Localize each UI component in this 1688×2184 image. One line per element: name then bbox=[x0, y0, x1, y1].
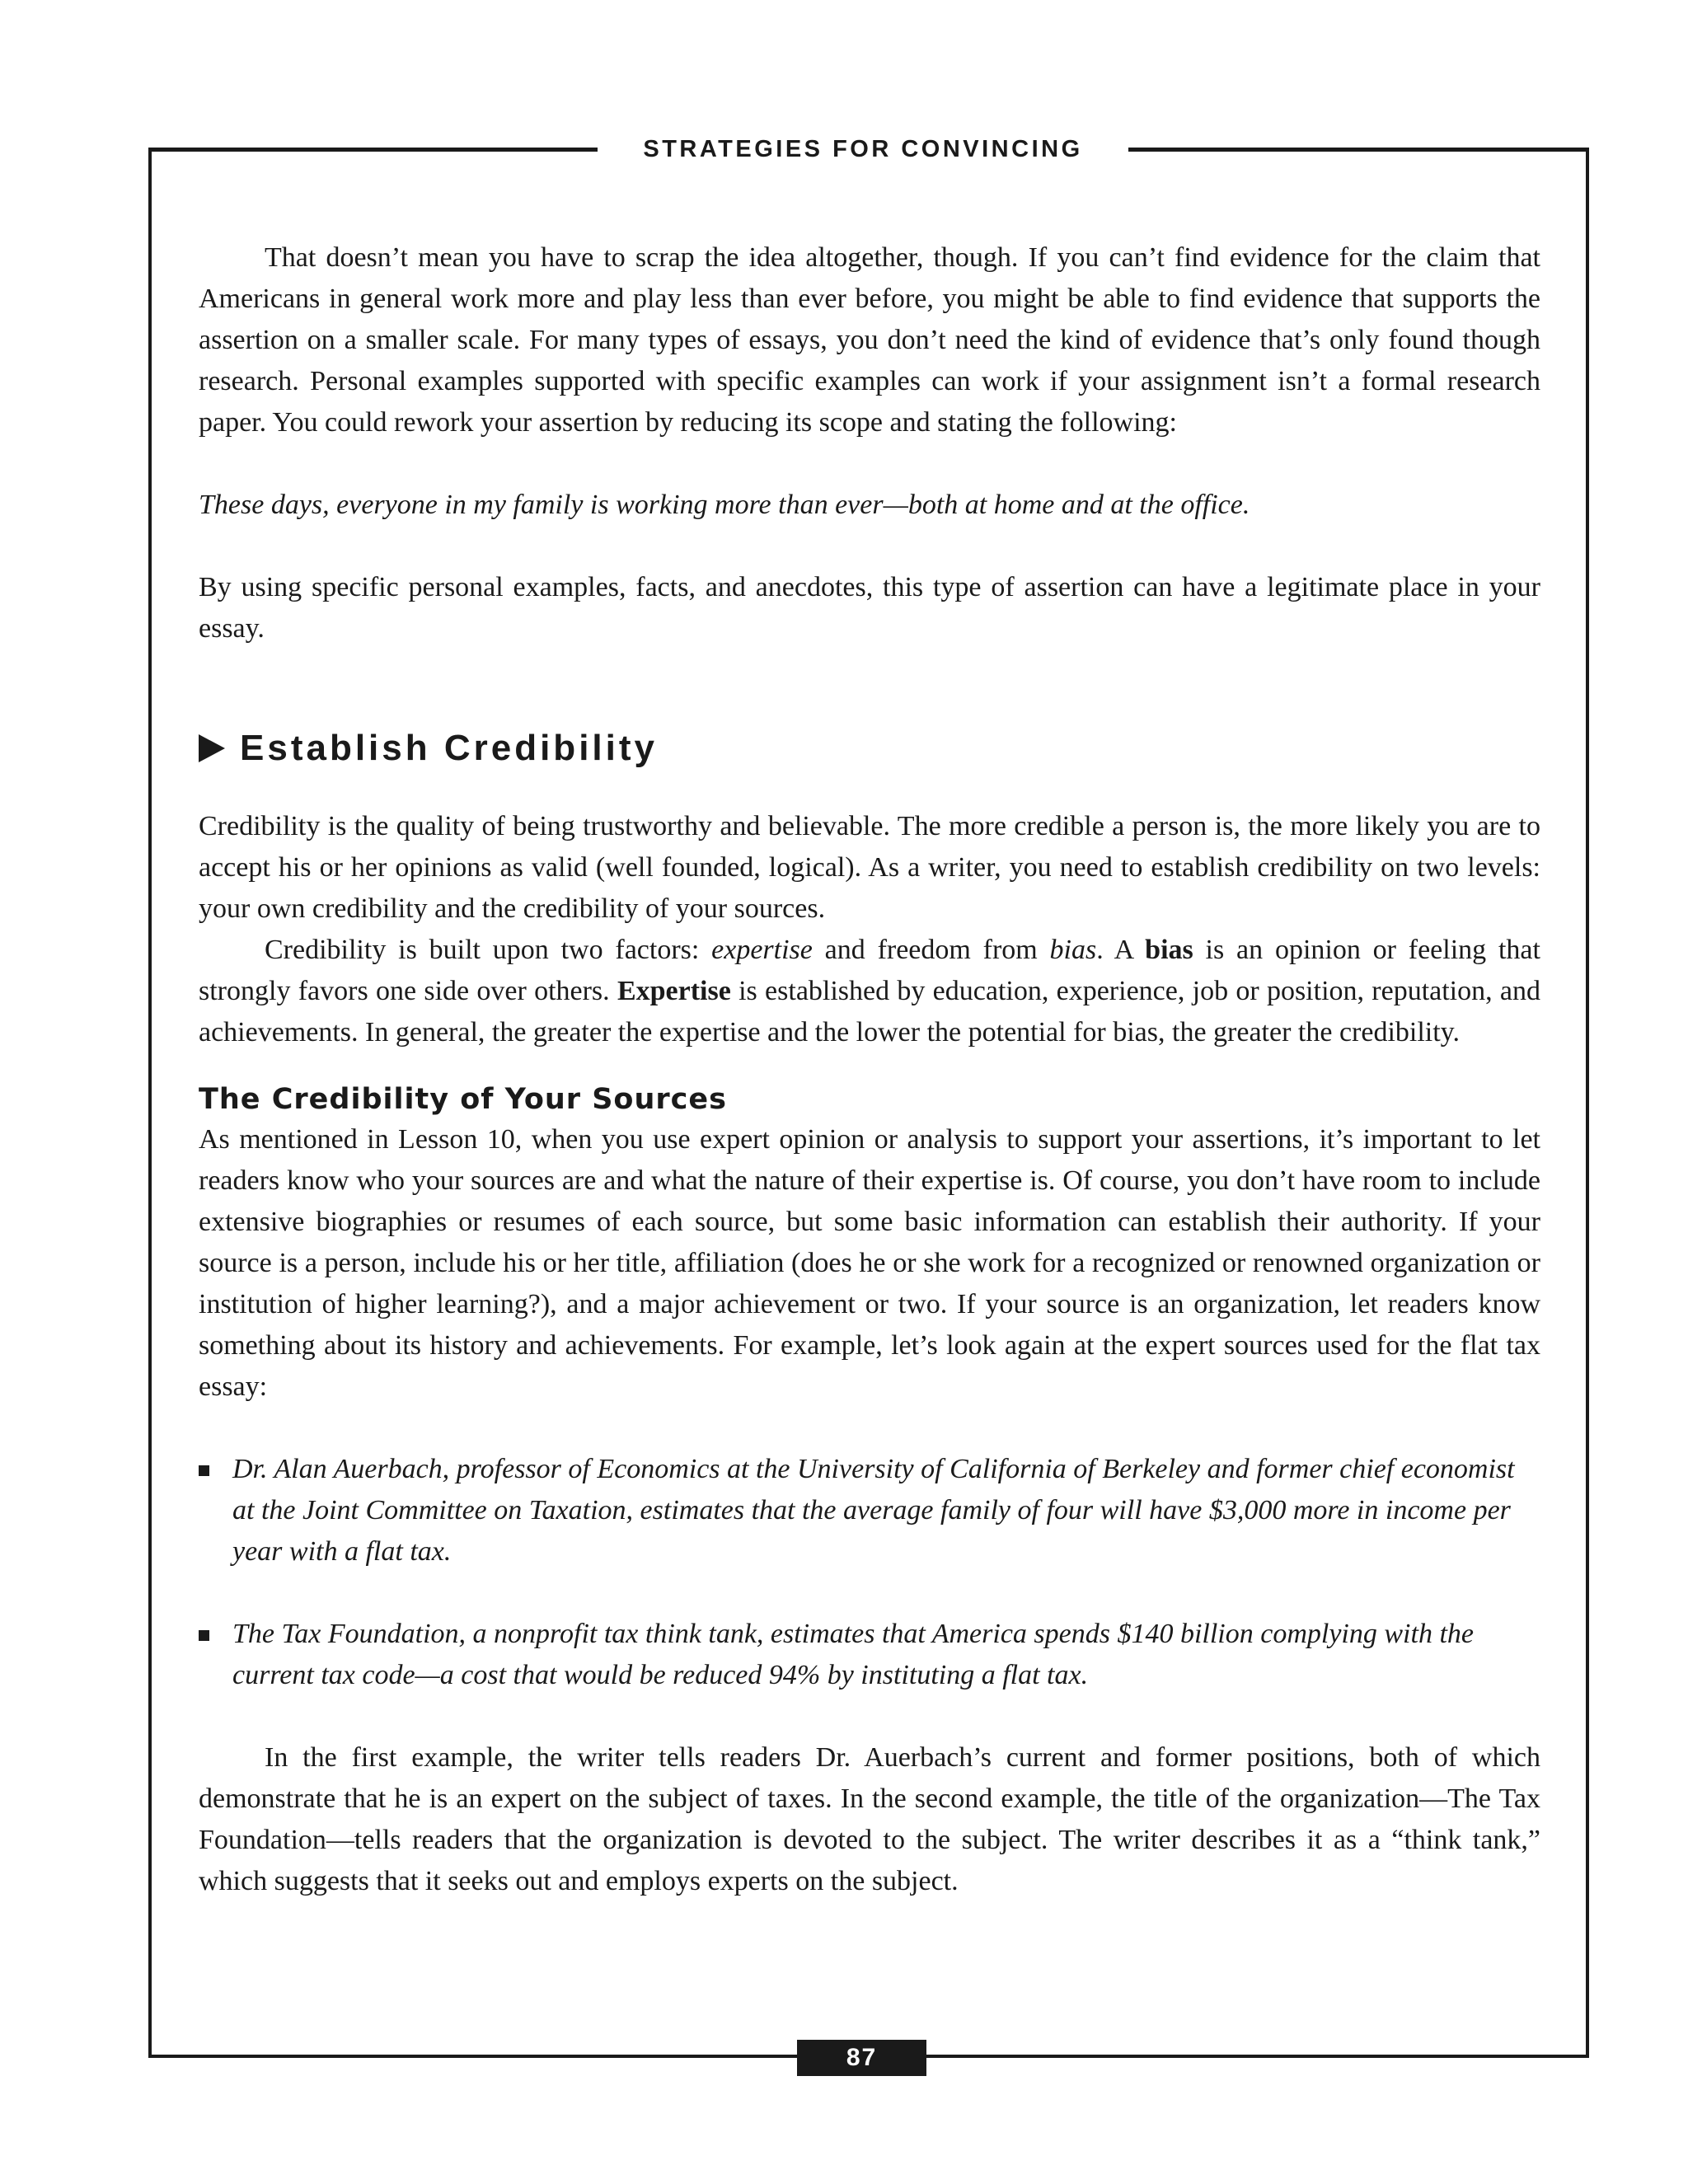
example-assertion: These days, everyone in my family is working more than ever—both at home and at the office. bbox=[199, 490, 1250, 520]
expert-sources-list bbox=[199, 1449, 1540, 1696]
square-bullet-icon bbox=[199, 1465, 209, 1476]
term-bias-bold: bias bbox=[1145, 935, 1193, 965]
closing-paragraph: In the first example, the writer tells readers Dr. Auerbach’s current and former positions, both of which demonstrate that he is an expert on the subject of taxes. In the second example, the title of the organization—The Tax Foundation—tells readers that the organization is devoted to the subject. The writer describes it as a “think tank,” which suggests that it seeks out and employs experts on the subject. bbox=[199, 1742, 1540, 1896]
text-run: and freedom from bbox=[812, 935, 1050, 965]
list-item bbox=[199, 1449, 1540, 1572]
header-rule-right bbox=[1128, 148, 1589, 152]
intro-paragraph: That doesn’t mean you have to scrap the idea altogether, though. If you can’t find evidence for the claim that Americans in general work more and play less than ever before, you might be able to find evidence that supports the assertion on a smaller scale. For many types of essays, you don’t need the kind of evidence that’s only found though research. Personal examples supported with specific examples can work if your assignment isn’t a formal research paper. You could rework your assertion by reducing its scope and stating the following: bbox=[199, 242, 1540, 438]
square-bullet-icon bbox=[199, 1630, 209, 1641]
text-run: is established by education, experience, job or position, reputation, and achievements. In general, the greater the expertise and the lower the potential for bias, the greater the credibility. bbox=[199, 976, 1540, 1047]
list-item bbox=[199, 1614, 1540, 1696]
triangle-bullet-icon bbox=[199, 734, 225, 762]
intro-follow-up: By using specific personal examples, facts, and anecdotes, this type of assertion can have a legitimate place in your essay. bbox=[199, 572, 1540, 644]
sources-paragraph: As mentioned in Lesson 10, when you use expert opinion or analysis to support your assertions, it’s important to let readers know who your sources are and what the nature of their expertise is. Of course, you don’t have room to include extensive biographies or resumes of each source, but some basic information can establish their authority. If your source is a person, include his or her title, affiliation (does he or she work for a recognized or renowned organization or institution of higher learning?), and a major achievement or two. If your source is an organization, let readers know something about its history and achievements. For example, let’s look again at the expert sources used for the flat tax essay: bbox=[199, 1124, 1540, 1402]
credibility-factors-paragraph bbox=[199, 930, 1540, 1053]
section-heading-text: Establish Credibility bbox=[240, 728, 658, 768]
term-bias-italic: bias bbox=[1049, 935, 1097, 965]
page-number: 87 bbox=[797, 2040, 926, 2076]
credibility-definition-paragraph: Credibility is the quality of being trustworthy and believable. The more credible a person is, the more likely you are to accept his or her opinions as valid (well founded, logical). As a writer, you need to establish credibility on two levels: your own credibility and the credibility of your sources. bbox=[199, 811, 1540, 924]
term-expertise-bold: Expertise bbox=[617, 976, 731, 1006]
text-run: is an opinion or feeling that strongly favors one side over others. bbox=[199, 935, 1540, 1006]
list-item-text: The Tax Foundation, a nonprofit tax think tank, estimates that America spends $140 billion complying with the current tax code—a cost that would be reduced 94% by instituting a flat tax. bbox=[232, 1619, 1474, 1690]
subsection-heading: The Credibility of Your Sources bbox=[199, 1083, 727, 1116]
list-item-text: Dr. Alan Auerbach, professor of Economics at the University of California of Berkeley and former chief economist at the Joint Committee on Taxation, estimates that the average family of four will have $3,000 more in income per year with a flat tax. bbox=[232, 1454, 1515, 1567]
page-content bbox=[199, 237, 1540, 1902]
term-expertise-italic: expertise bbox=[711, 935, 813, 965]
header-rule-left bbox=[148, 148, 598, 152]
text-run: . A bbox=[1096, 935, 1146, 965]
section-heading bbox=[199, 725, 1540, 771]
text-run: Credibility is built upon two factors: bbox=[265, 935, 712, 965]
running-head: STRATEGIES FOR CONVINCING bbox=[643, 136, 1083, 162]
